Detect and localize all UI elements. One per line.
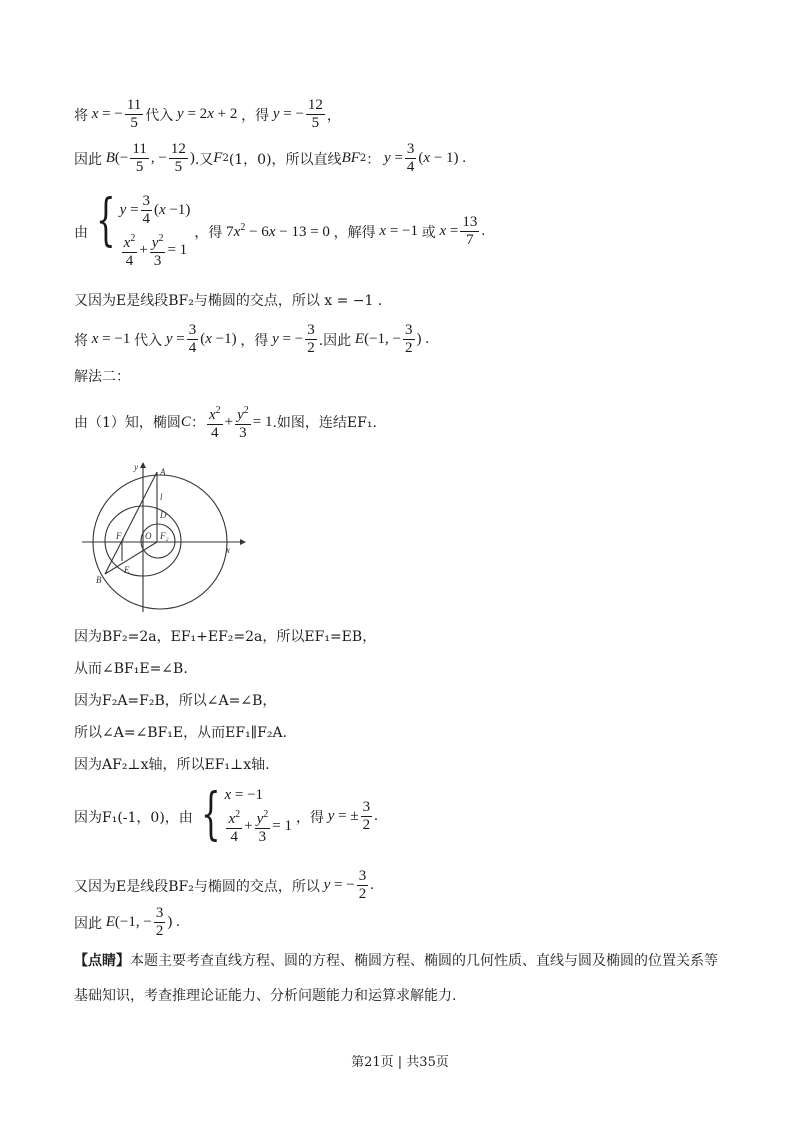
label-y: y (134, 462, 138, 472)
label-f2: F₂ (160, 531, 169, 541)
line-7: 由（1）知，椭圆 C ： $\frac{x^2}{4}$ + $\frac{y^2}{3}$ = 1 .如图，连结EF₁. (74, 402, 377, 442)
fraction: $\frac{3}{2}$ (405, 322, 413, 356)
label-l: l (160, 492, 163, 502)
proof-line-5: 因为AF₂⊥x轴，所以EF₁⊥x轴. (74, 757, 270, 773)
line-4: 又因为E是线段BF₂与椭圆的交点，所以 x = −1 . (74, 293, 383, 309)
comment-line-2: 基础知识，考查推理论证能力、分析问题能力和运算求解能力. (74, 988, 457, 1004)
comment-tag: 【点睛】 (74, 953, 130, 969)
line-5: 将 x = −1 代入 y = $\frac{3}{4}$ (x −1) ，得 y = − $\frac{3}{2}$ .因此 E(−1, − $\frac{3}{2}$ ) . (74, 322, 430, 356)
proof-line-1: 因为BF₂=2a，EF₁+EF₂=2a，所以EF₁=EB， (74, 629, 377, 645)
fraction: $\frac{11}{5}$ (126, 97, 142, 131)
system-brace: { x = −1 $\frac{x^2}{4}$ + $\frac{y^2}{3}$ = 1 (200, 782, 292, 847)
fraction: $\frac{3}{2}$ (307, 322, 315, 356)
line-3-system: 由 { y = $\frac{3}{4}$ (x −1) $\frac{x^2}{4}$ + $\frac{y^2}{3}$ = 1 ，得 $7x^2 - 6x - 13 = 0$ ，解得 x = −1 或 x = $\frac{13}{7}$ . (74, 188, 486, 269)
label-d: D (160, 510, 167, 520)
small-circle (141, 524, 175, 558)
fraction: $\frac{12}{5}$ (170, 141, 186, 175)
line-ab (105, 472, 157, 574)
label-b: B (96, 575, 102, 585)
label-o: O (145, 531, 152, 541)
label-e: E (124, 565, 130, 575)
math: x = − (91, 106, 123, 122)
x-arrow (240, 539, 246, 545)
fraction: $\frac{3}{2}$ (362, 799, 371, 833)
page-footer: 第21页 | 共35页 (351, 1055, 449, 1070)
fraction: $\frac{3}{2}$ (155, 905, 164, 939)
line-2: 因此 B(− $\frac{11}{5}$ , − $\frac{12}{5}$ ) .又 F 2 (1，0)，所以直线 BF 2 ： y = $\frac{3}{4}$ (x − 1) . (74, 141, 467, 175)
comment-line-1: 【点睛】 本题主要考查直线方程、圆的方程、椭圆方程、椭圆的几何性质、直线与圆及椭圆的位置关系等 (74, 950, 718, 970)
label-f1: F₁ (116, 531, 125, 541)
fraction: $\frac{y^2}{3}$ (235, 402, 251, 442)
system-brace: { y = $\frac{3}{4}$ (x −1) $\frac{x^2}{4}$ + $\frac{y^2}{3}$ = 1 (96, 188, 191, 269)
proof-line-3: 因为F₂A=F₂B，所以∠A=∠B， (74, 693, 277, 709)
fraction: $\frac{x^2}{4}$ (207, 402, 223, 442)
proof-line-4: 所以∠A=∠BF₁E，从而EF₁∥F₂A. (74, 725, 288, 741)
method-2-heading: 解法二： (74, 369, 130, 385)
line-12-system: 因为F₁(-1，0)，由 { x = −1 $\frac{x^2}{4}$ + $\frac{y^2}{3}$ = 1 ，得 y = ± $\frac{3}{2}$ . (74, 782, 378, 847)
proof-line-2: 从而∠BF₁E=∠B. (74, 661, 188, 677)
label-x: x (226, 545, 230, 555)
fraction: $\frac{3}{4}$ (188, 322, 197, 356)
math: B(− (105, 150, 129, 166)
math: y = 2x + 2 (177, 106, 242, 122)
fraction: $\frac{12}{5}$ (307, 97, 323, 131)
math: y = − (272, 106, 304, 122)
math: y = (384, 150, 403, 166)
y-arrow (140, 462, 146, 468)
ellipse-figure (80, 462, 250, 617)
line-14: 因此 E(−1, − $\frac{3}{2}$ ) . (74, 905, 180, 939)
label-a: A (160, 467, 166, 477)
line-1: 将 x = − $\frac{11}{5}$ 代入 y = 2x + 2 ，得 y = − $\frac{12}{5}$ ， (74, 97, 341, 131)
fraction: $\frac{11}{5}$ (132, 141, 147, 175)
fraction: $\frac{3}{4}$ (406, 141, 415, 175)
fraction: $\frac{13}{7}$ (462, 214, 478, 248)
fraction: $\frac{3}{2}$ (358, 868, 367, 902)
line-13: 又因为E是线段BF₂与椭圆的交点，所以 y = − $\frac{3}{2}$ . (74, 868, 374, 902)
